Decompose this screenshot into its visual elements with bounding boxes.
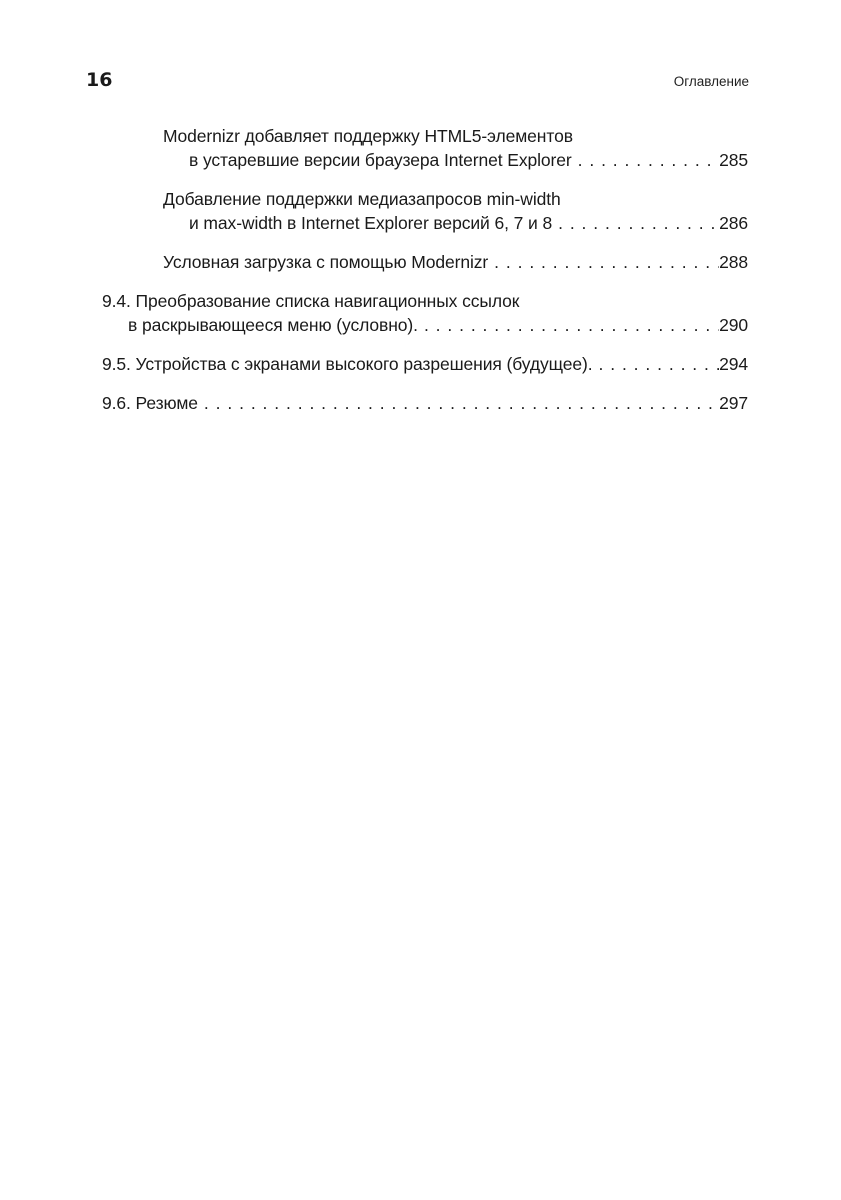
toc-entry-title: Добавление поддержки медиазапросов min-width: [163, 189, 561, 209]
dot-leader: [198, 391, 719, 415]
toc-page-number: 288: [719, 252, 748, 272]
toc-entry[interactable]: [163, 124, 748, 172]
toc-entry[interactable]: [102, 289, 748, 337]
toc-entry-title: 9.4. Преобразование списка навигационных ссылок: [102, 291, 520, 311]
toc-entry-title: 9.6. Резюме: [102, 393, 198, 413]
page-number: 16: [86, 69, 113, 91]
toc-entry-line: [163, 124, 748, 148]
toc-entry-title-continued: в устаревшие версии браузера Internet Explorer: [189, 150, 572, 170]
toc-entry-line: [163, 187, 748, 211]
toc-page-number: 286: [719, 213, 748, 233]
toc-entry[interactable]: [102, 352, 748, 376]
toc-entry-title: Modernizr добавляет поддержку HTML5-элементов: [163, 126, 573, 146]
toc-page-number: 285: [719, 150, 748, 170]
toc-page-number: 290: [719, 315, 748, 335]
toc-entry-line: [102, 391, 748, 415]
toc-entry-line: [163, 148, 748, 172]
toc-page-number: 294: [719, 354, 748, 374]
dot-leader: [572, 148, 719, 172]
dot-leader: [552, 211, 719, 235]
running-head: Оглавление: [673, 74, 749, 89]
toc-entry-line: [163, 211, 748, 235]
toc-entry-title: Условная загрузка с помощью Modernizr: [163, 252, 489, 272]
toc-entry-title: 9.5. Устройства с экранами высокого разрешения (будущее).: [102, 354, 593, 374]
dot-leader: [418, 313, 719, 337]
dot-leader: [593, 352, 720, 376]
toc-entry-line: [102, 313, 748, 337]
toc-page-number: 297: [719, 393, 748, 413]
toc-entry-line: [102, 289, 748, 313]
dot-leader: [488, 250, 719, 274]
toc-entry-line: [163, 250, 748, 274]
toc-entry-title-continued: и max-width в Internet Explorer версий 6, 7 и 8: [189, 213, 553, 233]
toc-entry[interactable]: [163, 250, 748, 274]
toc-entry[interactable]: [163, 187, 748, 235]
toc-entry-line: [102, 352, 748, 376]
toc-entry-title-continued: в раскрывающееся меню (условно).: [128, 315, 418, 335]
toc-entry[interactable]: [102, 391, 748, 415]
